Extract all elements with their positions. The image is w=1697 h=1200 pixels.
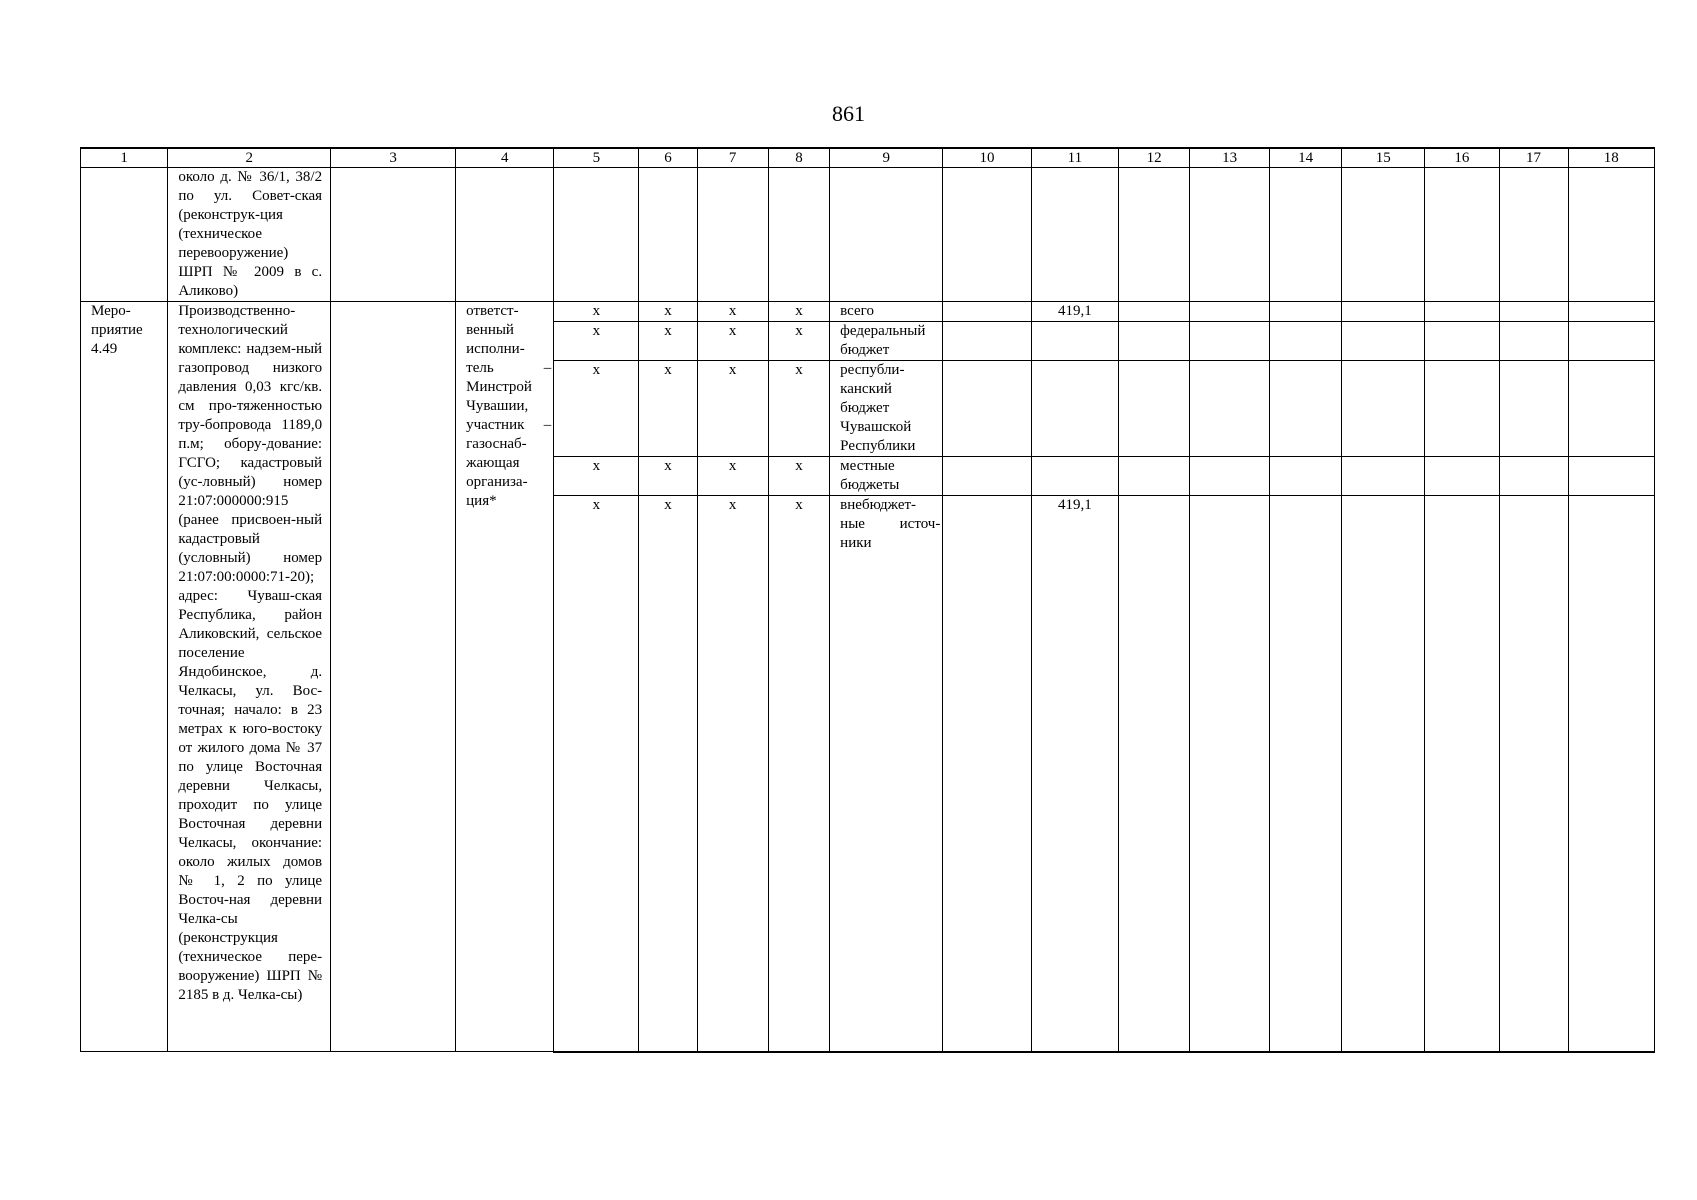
table-cell	[830, 168, 943, 302]
table-cell	[943, 361, 1031, 457]
cell-x: x	[554, 361, 639, 457]
table-cell	[1342, 457, 1425, 496]
table-cell	[1190, 457, 1270, 496]
column-number: 10	[943, 148, 1031, 168]
table-cell	[1269, 457, 1341, 496]
funding-row-total	[81, 302, 1655, 322]
table-cell	[1499, 457, 1568, 496]
funding-source: республи-канский бюджет Чувашской Республики	[830, 361, 943, 457]
table-cell	[697, 168, 768, 302]
table-cell	[1425, 322, 1499, 361]
table-cell	[1119, 168, 1190, 302]
cell-x: x	[697, 457, 768, 496]
table-cell	[1568, 361, 1654, 457]
table-cell	[1342, 496, 1425, 1052]
column-number: 9	[830, 148, 943, 168]
amount-cell	[1031, 361, 1118, 457]
table-cell	[943, 168, 1031, 302]
cell-x: x	[639, 322, 697, 361]
funding-source: всего	[830, 302, 943, 322]
table-cell	[456, 168, 554, 302]
continuation-description: около д. № 36/1, 38/2 по ул. Совет-ская (реконструк-ция (техническое перевооружение) ШРП № 2009 в с. Аликово)	[168, 168, 331, 302]
cell-x: x	[639, 457, 697, 496]
column-number-row	[81, 148, 1655, 168]
amount-cell: 419,1	[1031, 496, 1118, 1052]
table-cell	[1425, 457, 1499, 496]
column-number: 16	[1425, 148, 1499, 168]
cell-x: x	[768, 302, 829, 322]
cell-x: x	[554, 302, 639, 322]
table-cell	[1568, 302, 1654, 322]
column-number: 5	[554, 148, 639, 168]
table-cell	[1119, 302, 1190, 322]
table-cell	[639, 168, 697, 302]
table-cell	[943, 322, 1031, 361]
table-cell	[1190, 302, 1270, 322]
table-cell	[1568, 496, 1654, 1052]
program-table	[80, 147, 1655, 1053]
table-cell	[1119, 322, 1190, 361]
table-cell	[768, 168, 829, 302]
cell-x: x	[639, 496, 697, 1052]
table-cell	[943, 302, 1031, 322]
column-number: 2	[168, 148, 331, 168]
column-number: 12	[1119, 148, 1190, 168]
column-number: 18	[1568, 148, 1654, 168]
cell-x: x	[697, 302, 768, 322]
column-number: 11	[1031, 148, 1118, 168]
column-number: 13	[1190, 148, 1270, 168]
column-number: 8	[768, 148, 829, 168]
amount-cell	[1031, 322, 1118, 361]
cell-x: x	[639, 302, 697, 322]
cell-x: x	[768, 496, 829, 1052]
table-cell	[1190, 361, 1270, 457]
funding-source: внебюджет-ные источ-ники	[830, 496, 943, 1052]
table-cell	[1269, 322, 1341, 361]
continuation-row	[81, 168, 1655, 302]
table-cell	[1425, 496, 1499, 1052]
table-cell	[1342, 361, 1425, 457]
table-cell	[1568, 457, 1654, 496]
table-cell	[1119, 496, 1190, 1052]
table-cell	[943, 496, 1031, 1052]
table-cell	[1269, 168, 1341, 302]
table-cell	[1499, 302, 1568, 322]
cell-x: x	[639, 361, 697, 457]
column-number: 7	[697, 148, 768, 168]
table-cell	[1119, 457, 1190, 496]
column-number: 14	[1269, 148, 1341, 168]
table-cell	[1499, 168, 1568, 302]
cell-x: x	[768, 322, 829, 361]
cell-x: x	[554, 457, 639, 496]
table-cell	[1499, 496, 1568, 1052]
table-cell	[81, 168, 168, 302]
activity-description: Производственно-технологический комплекс: надзем-ный газопровод низкого давления 0,03 кгс/кв. см про-тяженностью тру-бопровода 1189,0 п.м; обору-дование: ГСГО; кадастровый (ус-ловный) номер 21:07:000000:915 (ранее присвоен-ный кадастровый (условный) номер 21:07:00:0000:71-20); адрес: Чуваш-ская Республика, район Аликовский, сельское поселение Яндобинское, д. Челкасы, ул. Вос-точная; начало: в 23 метрах к юго-востоку от жилого дома № 37 по улице Восточная деревни Челкасы, проходит по улице Восточная деревни Челкасы, окончание: около жилых домов № 1, 2 по улице Восточ-ная деревни Челка-сы (реконструкция (техническое пере-вооружение) ШРП № 2185 в д. Челка-сы)	[168, 302, 331, 1052]
table-cell	[943, 457, 1031, 496]
cell-x: x	[768, 361, 829, 457]
table-cell	[1425, 361, 1499, 457]
table-cell	[331, 302, 456, 1052]
table-cell	[1425, 302, 1499, 322]
column-number: 6	[639, 148, 697, 168]
column-number: 4	[456, 148, 554, 168]
table-cell	[1031, 168, 1118, 302]
table-cell	[1190, 496, 1270, 1052]
funding-source: местные бюджеты	[830, 457, 943, 496]
column-number: 15	[1342, 148, 1425, 168]
table-cell	[1568, 322, 1654, 361]
cell-x: x	[768, 457, 829, 496]
table-cell	[1269, 302, 1341, 322]
table-cell	[1190, 322, 1270, 361]
activity-code: Меро-приятие 4.49	[81, 302, 168, 1052]
amount-cell	[1031, 457, 1118, 496]
table-cell	[1342, 302, 1425, 322]
table-cell	[1499, 361, 1568, 457]
column-number: 1	[81, 148, 168, 168]
activity-executor: ответст-венный исполни-тель – Минстрой Чувашии, участник – газоснаб-жающая организа-ция*	[456, 302, 554, 1052]
table-cell	[1269, 496, 1341, 1052]
column-number: 17	[1499, 148, 1568, 168]
page-number: 861	[832, 101, 865, 126]
table-cell	[331, 168, 456, 302]
table-cell	[1568, 168, 1654, 302]
table-cell	[1499, 322, 1568, 361]
table-cell	[1190, 168, 1270, 302]
table-cell	[1269, 361, 1341, 457]
funding-source: федеральный бюджет	[830, 322, 943, 361]
cell-x: x	[697, 361, 768, 457]
table-cell	[1425, 168, 1499, 302]
cell-x: x	[697, 496, 768, 1052]
cell-x: x	[554, 322, 639, 361]
table-cell	[1342, 168, 1425, 302]
table-cell	[1119, 361, 1190, 457]
cell-x: x	[697, 322, 768, 361]
column-number: 3	[331, 148, 456, 168]
amount-cell: 419,1	[1031, 302, 1118, 322]
table-cell	[1342, 322, 1425, 361]
table-cell	[554, 168, 639, 302]
cell-x: x	[554, 496, 639, 1052]
